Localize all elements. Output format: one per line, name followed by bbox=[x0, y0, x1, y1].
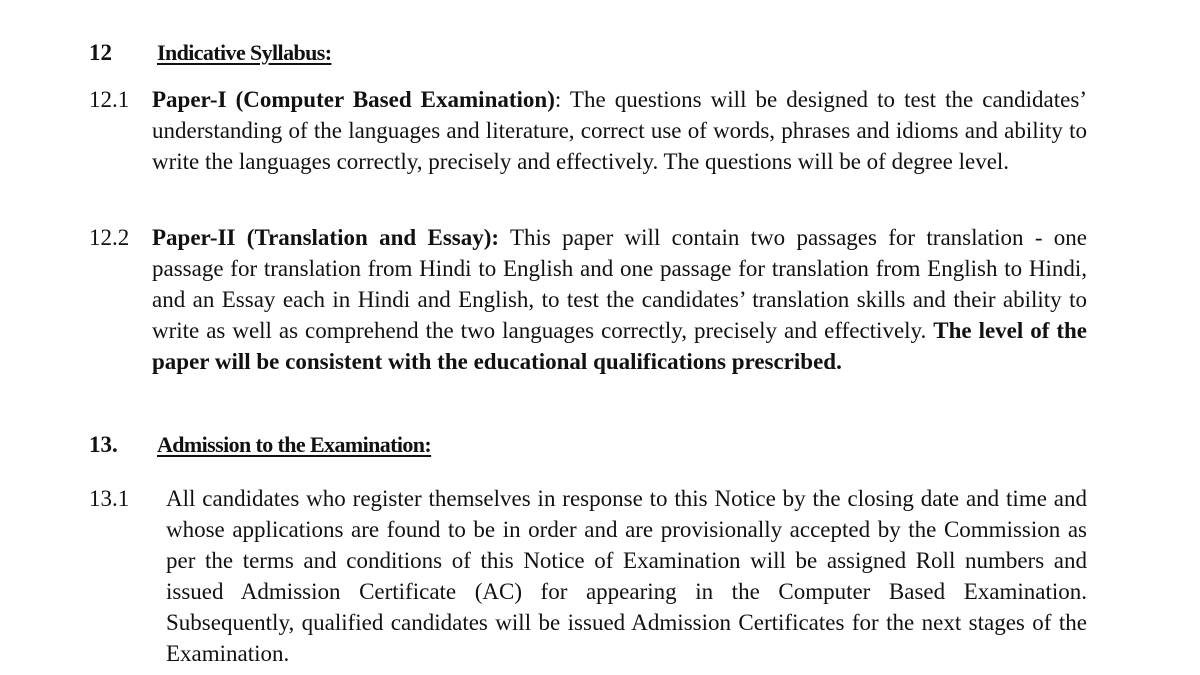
section-number: 13. bbox=[89, 432, 118, 457]
item-paragraph bbox=[152, 222, 1087, 377]
item-bold-statement: The level of the paper will be consistent with the educational qualifications prescribed. bbox=[152, 318, 1087, 374]
item-body: : The questions will be designed to test the candidates’ understanding of the languages and literature, correct use of words, phrases and idioms and ability to write the languages correctly, precisely and effectively. The questions will be of degree level. bbox=[152, 87, 1087, 174]
item-number: 12.2 bbox=[89, 225, 130, 250]
item-paragraph: All candidates who register themselves in response to this Notice by the closing date and time and whose applications are found to be in order and are provisionally accepted by the Commission as per the terms and conditions of this Notice of Examination will be assigned Roll numbers and issued Admission Certificate (AC) for appearing in the Computer Based Examination. Subsequently, qualified candidates will be issued Admission Certificates for the next stages of the Examination. bbox=[166, 486, 1087, 666]
item-paragraph bbox=[152, 84, 1087, 177]
item-number: 13.1 bbox=[89, 486, 130, 511]
item-number: 12.1 bbox=[89, 87, 130, 112]
item-title: Paper-I (Computer Based Examination) bbox=[152, 87, 555, 112]
item-title: Paper-II (Translation and Essay): bbox=[152, 225, 500, 250]
item-body: This paper will contain two passages for translation - one passage for translation from Hindi to English and one passage for translation from English to Hindi, and an Essay each in Hindi and English, to test the candidates’ translation skills and their ability to write as well as comprehend the two languages correctly, precisely and effectively. bbox=[152, 225, 1087, 343]
section-number: 12 bbox=[89, 40, 112, 65]
section-heading: Admission to the Examination: bbox=[157, 432, 432, 457]
section-heading: Indicative Syllabus: bbox=[157, 40, 332, 65]
